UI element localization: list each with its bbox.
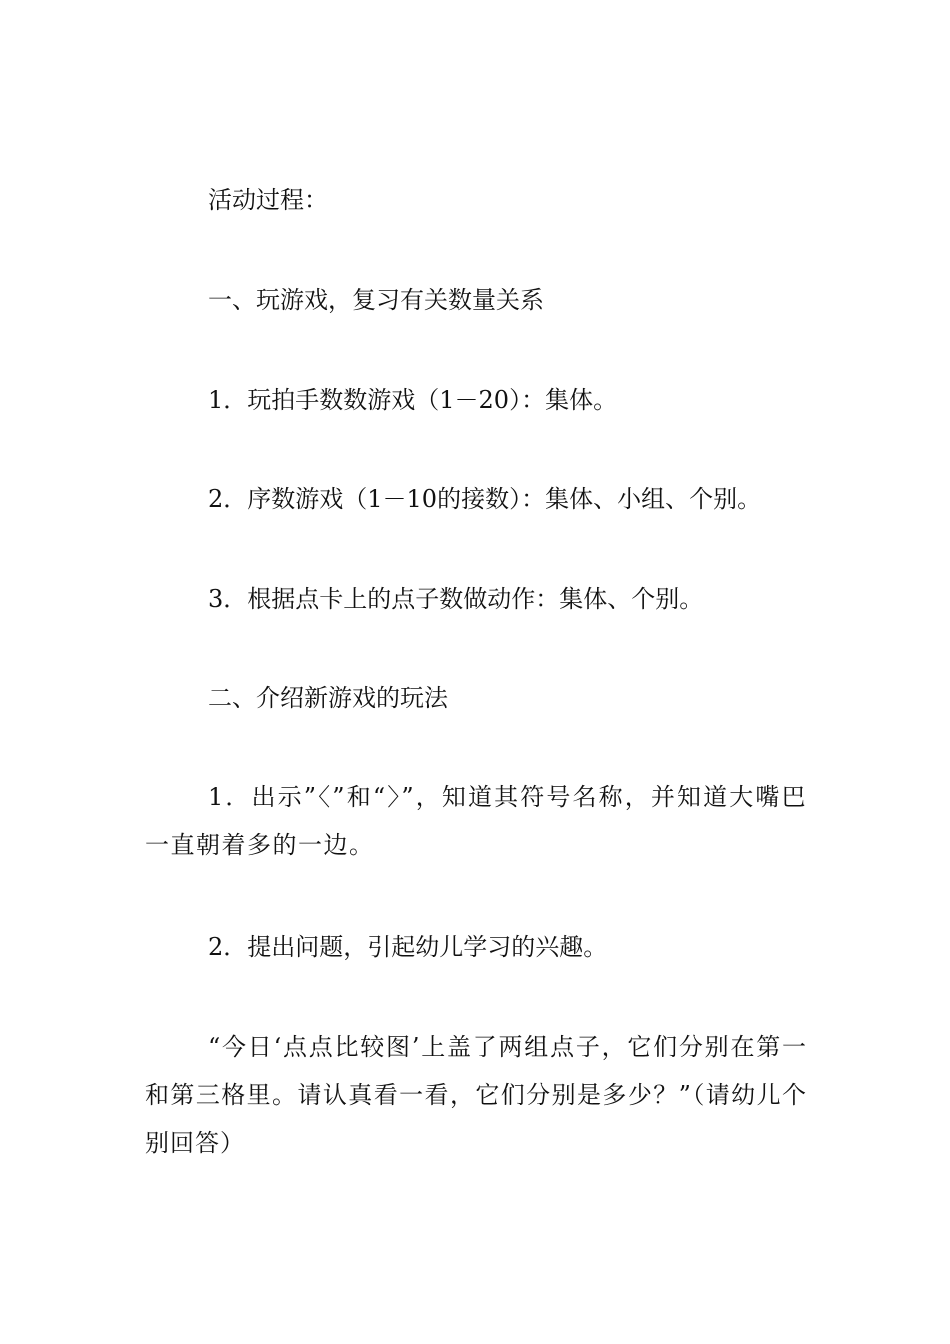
list-item: 1．玩拍手数数游戏（1－20）：集体。 (208, 386, 618, 414)
list-item: 3．根据点卡上的点子数做动作：集体、个别。 (208, 585, 704, 613)
paragraph-question: “今日‘点点比较图’上盖了两组点子，它们分别在第一和第三格里。请认真看一看，它们分别是多少？”（请幼儿个别回答） (145, 1033, 807, 1157)
section-title-2: 二、介绍新游戏的玩法 (208, 684, 448, 712)
list-item: 2．序数游戏（1－10的接数）：集体、小组、个别。 (208, 485, 762, 513)
paragraph-symbols: 1．出示”〈”和“〉”，知道其符号名称，并知道大嘴巴一直朝着多的一边。 (145, 783, 807, 859)
list-item: 2．提出问题，引起幼儿学习的兴趣。 (208, 933, 608, 961)
section-heading: 活动过程： (208, 186, 328, 214)
section-title-1: 一、玩游戏，复习有关数量关系 (208, 286, 544, 314)
